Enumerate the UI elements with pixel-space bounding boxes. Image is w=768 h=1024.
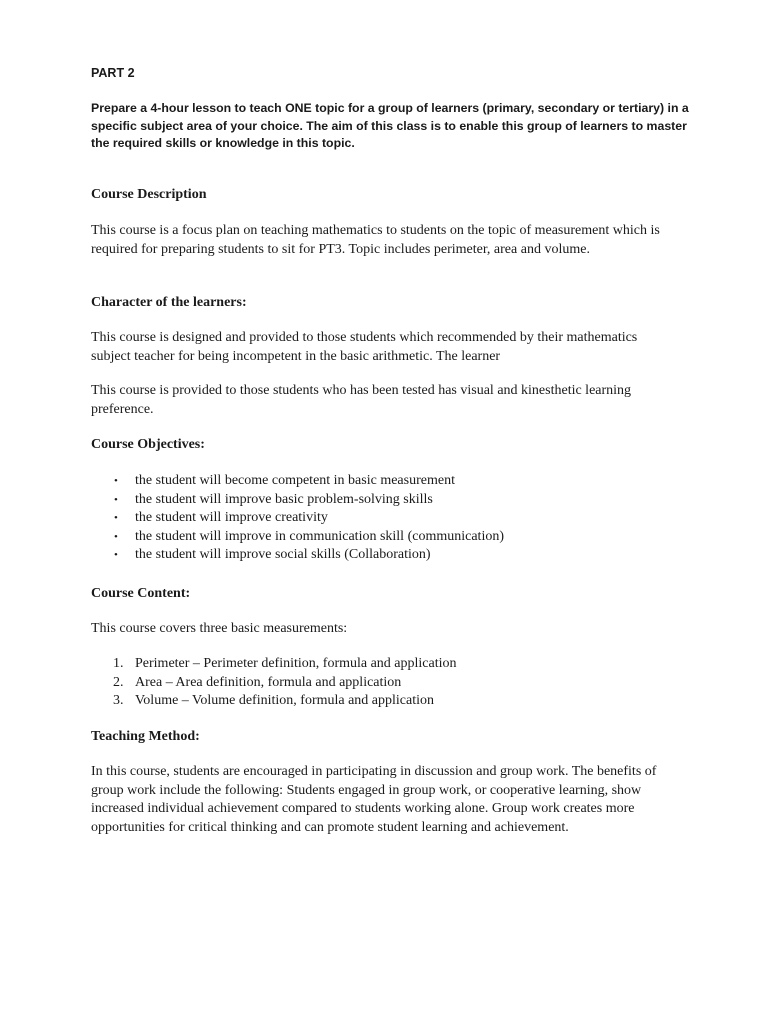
teaching-method-heading: Teaching Method: (91, 729, 200, 744)
course-description-text: This course is a focus plan on teaching mathematics to students on the topic of measurement which is required for preparing students to sit for PT3. Topic includes perimeter, area and volume. (91, 223, 660, 257)
list-number: 1. (113, 656, 124, 671)
content-item-text: Volume – Volume definition, formula and application (135, 693, 435, 709)
list-item (91, 546, 504, 565)
task-text-before: Prepare a 4-hour lesson to teach (91, 101, 286, 115)
objective-text: the student will improve basic problem-solving skills (135, 491, 433, 507)
content-heading: Course Content: (91, 586, 191, 601)
content-list (91, 655, 457, 711)
bullet-icon: • (114, 475, 118, 487)
learners-paragraph-2: This course is provided to those students who has been tested has visual and kinesthetic learning preference. (91, 383, 632, 417)
part-title: PART 2 (91, 66, 135, 80)
objective-text: the student will improve in communication skill (communication) (135, 528, 504, 544)
list-item (91, 509, 504, 528)
list-item (91, 528, 504, 547)
bullet-icon: • (114, 512, 118, 525)
learners-heading: Character of the learners: (91, 295, 247, 310)
bullet-icon: • (114, 493, 118, 506)
list-number: 2. (113, 674, 124, 690)
objectives-list (91, 472, 504, 565)
content-item-text: Area – Area definition, formula and application (135, 674, 402, 690)
bullet-icon: • (114, 549, 118, 562)
bullet-icon: • (114, 530, 118, 543)
list-item (91, 491, 504, 510)
list-number: 3. (113, 693, 124, 709)
objective-text: the student will improve social skills (Collaboration) (135, 547, 431, 563)
list-item (91, 692, 457, 711)
content-item-text: Perimeter – Perimeter definition, formula and application (135, 656, 457, 671)
list-item (91, 655, 457, 674)
task-instructions (91, 100, 691, 153)
course-description-heading: Course Description (91, 187, 207, 202)
task-emphasis: ONE (285, 101, 312, 115)
objective-text: the student will improve creativity (135, 510, 328, 526)
task-text-after: topic for a group of learners (primary, secondary or tertiary) in a specific subject area of your choice. The aim of this class is to enable this group of learners to master the required skills or knowledge in this topic. (91, 101, 689, 150)
learners-paragraph-1: This course is designed and provided to those students which recommended by their mathematics subject teacher for being incompetent in the basic arithmetic. The learner (91, 330, 638, 364)
objective-text: the student will become competent in basic measurement (135, 473, 455, 488)
list-item (91, 472, 504, 491)
content-intro: This course covers three basic measurements: (91, 621, 348, 636)
objectives-heading: Course Objectives: (91, 437, 205, 452)
list-item (91, 674, 457, 693)
teaching-method-text: In this course, students are encouraged in participating in discussion and group work. The benefits of group work include the following: Students engaged in group work, or cooperative learning, show increased individual achievement compared to students working alone. Group work creates more opportunities for critical thinking and can promote student learning and achievement. (91, 764, 657, 835)
